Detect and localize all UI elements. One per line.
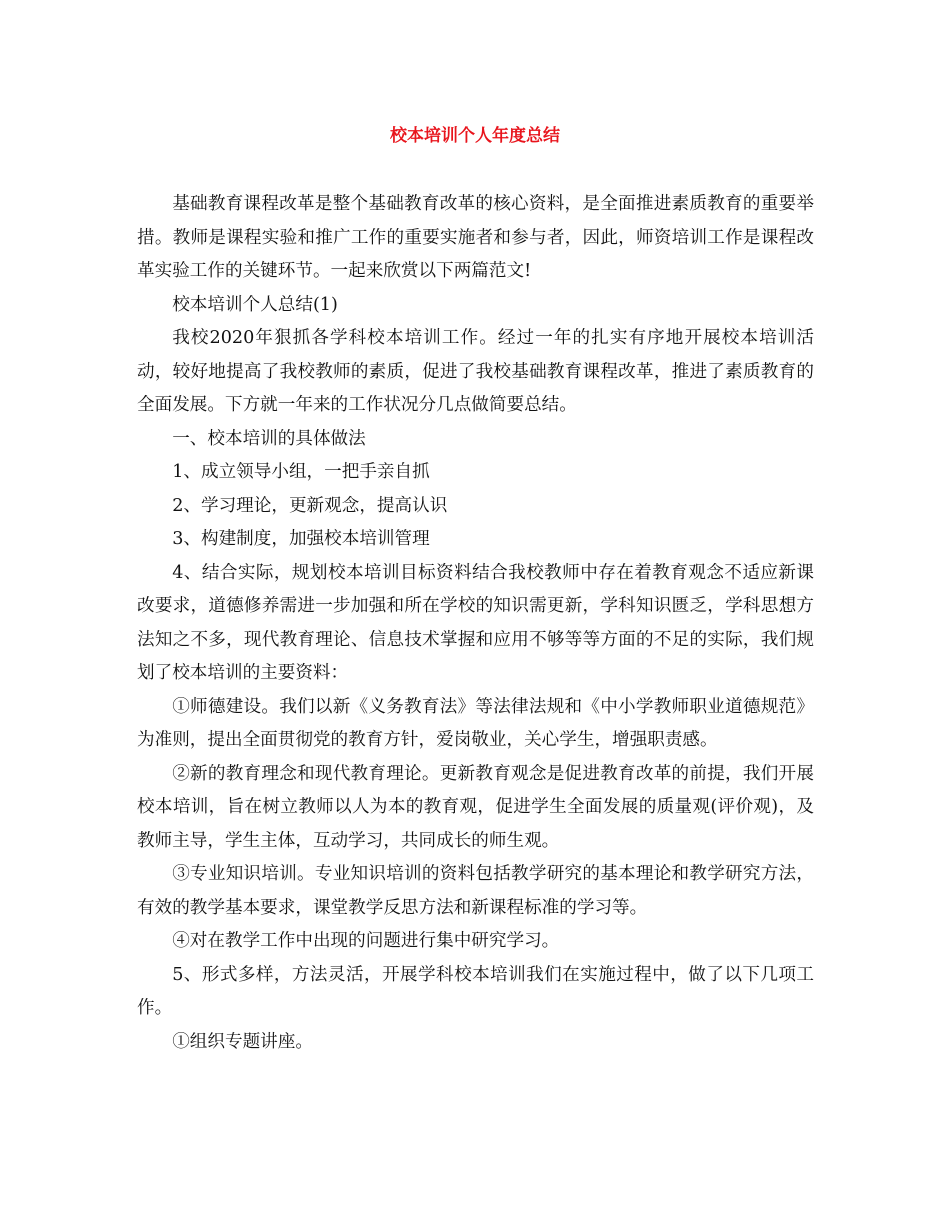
summary-paragraph: 我校2020年狠抓各学科校本培训工作。经过一年的扎实有序地开展校本培训活动，较好地提高了我校教师的素质，促进了我校基础教育课程改革，推进了素质教育的全面发展。下方就一年来的工作状况分几点做简要总结。: [137, 328, 814, 415]
sub-item-theory: ②新的教育理念和现代教育理论。更新教育观念是促进教育改革的前提，我们开展校本培训，旨在树立教师以人为本的教育观，促进学生全面发展的质量观(评价观)，及教师主导，学生主体，互动学习，共同成长的师生观。: [137, 763, 814, 851]
section-heading-practices: 一、校本培训的具体做法: [172, 428, 366, 449]
sub-item-lectures: ①组织专题讲座。: [172, 1031, 313, 1052]
intro-paragraph: 基础教育课程改革是整个基础教育改革的核心资料，是全面推进素质教育的重要举措。教师是课程实验和推广工作的重要实施者和参与者，因此，师资培训工作是课程改革实验工作的关键环节。一起来欣赏以下两篇范文!: [137, 194, 814, 281]
list-item-1: 1、成立领导小组，一把手亲自抓: [172, 462, 430, 482]
document-body: [137, 188, 814, 1059]
list-item-5: 5、形式多样，方法灵活，开展学科校本培训我们在实施过程中，做了以下几项工作。: [137, 964, 814, 1018]
list-item-4: 4、结合实际，规划校本培训目标资料结合我校教师中存在着教育观念不适应新课改要求，道德修养需进一步加强和所在学校的知识需更新，学科知识匮乏，学科思想方法知之不多，现代教育理论、信息技术掌握和应用不够等等方面的不足的实际，我们规划了校本培训的主要资料：: [137, 562, 814, 683]
sub-item-ethics: ①师德建设。我们以新《义务教育法》等法律法规和《中小学教师职业道德规范》为准则，提出全面贯彻党的教育方针，爱岗敬业，关心学生，增强职责感。: [137, 696, 814, 750]
list-item-3: 3、构建制度，加强校本培训管理: [172, 529, 430, 549]
sub-item-problems: ④对在教学工作中出现的问题进行集中研究学习。: [172, 931, 560, 951]
list-item-2: 2、学习理论，更新观念，提高认识: [172, 495, 448, 516]
sub-item-professional: ③专业知识培训。专业知识培训的资料包括教学研究的基本理论和教学研究方法，有效的教学基本要求，课堂教学反思方法和新课程标准的学习等。: [137, 864, 814, 918]
document-title: 校本培训个人年度总结: [390, 126, 560, 146]
section-heading-summary-1: 校本培训个人总结(1): [172, 294, 338, 315]
